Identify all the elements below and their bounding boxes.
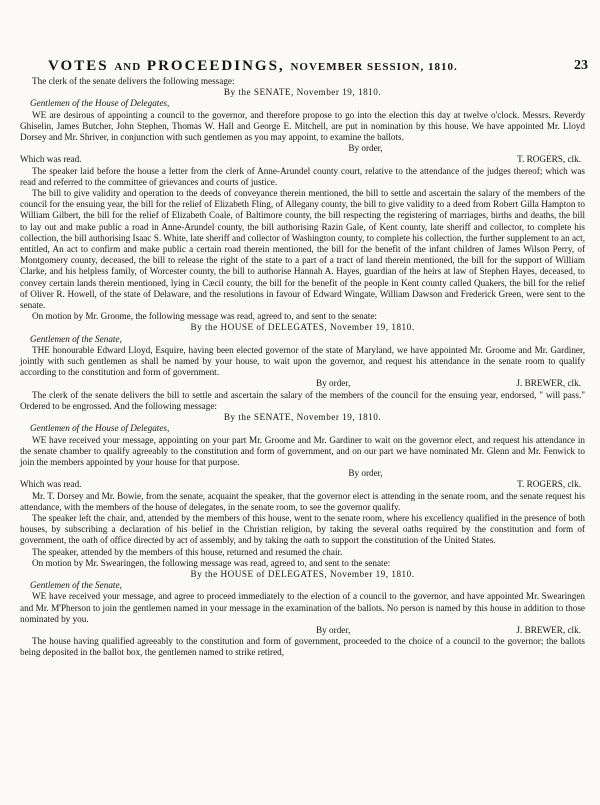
signature-line: Which was read. T. ROGERS, clk. — [20, 154, 581, 165]
message-heading: By the HOUSE of DELEGATES, November 19, 1810. — [190, 568, 415, 579]
signature-line: By order, J. BREWER, clk. — [316, 624, 581, 635]
signature-line: By order, — [348, 143, 383, 154]
paragraph: The bill to give validity and operation to the deeds of conveyance therein mentioned, the bill to settle and ascertain the salary of the members of the council for the ensuing year, the bill for the relief of Elizabeth Fling, of Allegany county, the bill to give validity to a deed from Robert Gilla Hampton to William Gilbert, the bill for the relief of Elizabeth Coale, of Baltimore county, the bill respecting the registering of marriages, births and deaths, the bill to lay out and make public a road in Anne-Arundel county, the bill authorising Razin Gale, of Kent county, late sheriff and collector, to complete his collection, the bill authorising Isaac S. White, late sheriff and collector of Washington county, to complete his collection, the further supplement to an act, entitled, An act to confirm and make public a certain road therein mentioned, the bill for the benefit of the infant children of James Wilson Perry, of Montgomery county, deceased, the bill to release the right of the state to a part of a tract of land therein mentioned, the bill for the support of William Clarke, and his helpless family, of Worcester county, the bill to authorise Hannah A. Hayes, guardian of the heirs at law of Stephen Hayes, deceased, to convey certain lands therein mentioned, lying in Cæcil county, the bill for the benefit of the people in Kent county called Quakers, the bill for the relief of Oliver R. Howell, of the state of Delaware, and the resolutions in favour of Edward Wingate, William Dawson and Frederick Green, were sent to the senate. — [20, 188, 585, 311]
paragraph: On motion by Mr. Swearingen, the following message was read, agreed to, and sent to the senate: — [32, 557, 391, 568]
salutation: Gentlemen of the House of Delegates, — [30, 98, 170, 109]
salutation: Gentlemen of the Senate, — [30, 580, 122, 591]
paragraph: WE have received your message, and agree to proceed immediately to the election of a council to the governor, and have appointed Mr. Swearingen and Mr. M'Pherson to join the gentlemen named in your message in the examination of the ballots. No person is named by this house in addition to those nominated by you. — [20, 591, 585, 624]
page-header — [0, 58, 600, 76]
paragraph: The clerk of the senate delivers the bill to settle and ascertain the salary of the members of the council for the ensuing year, endorsed, " will pass." Ordered to be engrossed. And the following message: — [20, 389, 585, 411]
paragraph: The speaker laid before the house a letter from the clerk of Anne-Arundel county court, relative to the attendance of the judges thereof; which was read and referred to the committee of grievances and courts of justice. — [20, 165, 585, 187]
message-heading: By the SENATE, November 19, 1810. — [223, 87, 382, 98]
paragraph: WE are desirous of appointing a council to the governor, and therefore propose to go into the election this day at twelve o'clock. Messrs. Reverdy Ghiselin, James Butcher, John Stephen, Thomas W. Hall and George E. Mitchell, are put in nomination by this house. We have appointed Mr. Lloyd Dorsey and Mr. Shriver, in conjunction with such gentlemen as you may appoint, to examine the ballots. — [20, 109, 585, 143]
paragraph: The clerk of the senate delivers the following message: — [32, 76, 235, 86]
paragraph: WE have received your message, appointing on your part Mr. Groome and Mr. Gardiner to wait on the governor elect, and request his attendance in the senate chamber to qualify agreeably to the constitution and form of government, and on our part we have nominated Mr. Glenn and Mr. Fenwick to join the members appointed by your house for that purpose. — [20, 434, 585, 467]
salutation: Gentlemen of the Senate, — [30, 333, 122, 344]
page-number: 23 — [574, 58, 588, 73]
salutation: Gentlemen of the House of Delegates, — [30, 423, 170, 434]
message-heading: By the SENATE, November 19, 1810. — [223, 412, 382, 423]
paragraph: THE honourable Edward Lloyd, Esquire, having been elected governor of the state of Maryland, we have appointed Mr. Groome and Mr. Gardiner, jointly with such gentlemen as shall be named by your house, to wait upon the governor, and request his attendance in the senate room to qualify according to the constitution and form of government. — [20, 344, 585, 378]
signature-line: Which was read. T. ROGERS, clk. — [20, 479, 581, 490]
paragraph: On motion by Mr. Groome, the following message was read, agreed to, and sent to the senate: — [32, 311, 377, 322]
signature-line: By order, J. BREWER, clk. — [316, 378, 581, 389]
paragraph: The speaker, attended by the members of this house, returned and resumed the chair. — [32, 546, 343, 557]
message-heading: By the HOUSE of DELEGATES, November 19, 1810. — [190, 322, 415, 333]
paragraph: The speaker left the chair, and, attended by the members of this house, went to the senate room, where his excellency qualified in the presence of both houses, by subscribing a declaration of his belief in the Christian religion, by taking the several oaths required by the constitution and form of government, the oath of office directed by act of assembly, and by taking the oath to support the constitution of the United States. — [20, 512, 585, 546]
paragraph: Mr. T. Dorsey and Mr. Bowie, from the senate, acquaint the speaker, that the governor elect is attending in the senate room, and the senate request his attendance, with the members of the house of delegates, in the senate room, to see the governor qualify. — [20, 490, 585, 512]
journal-body — [20, 76, 585, 659]
paragraph: The house having qualified agreeably to the constitution and form of government, proceeded to the choice of a council to the governor; the ballots being deposited in the ballot box, the gentlemen named to strike retired, — [20, 636, 585, 658]
signature-line: By order, — [348, 468, 383, 479]
running-title: VOTES AND PROCEEDINGS, NOVEMBER SESSION, 1810. — [48, 58, 458, 74]
